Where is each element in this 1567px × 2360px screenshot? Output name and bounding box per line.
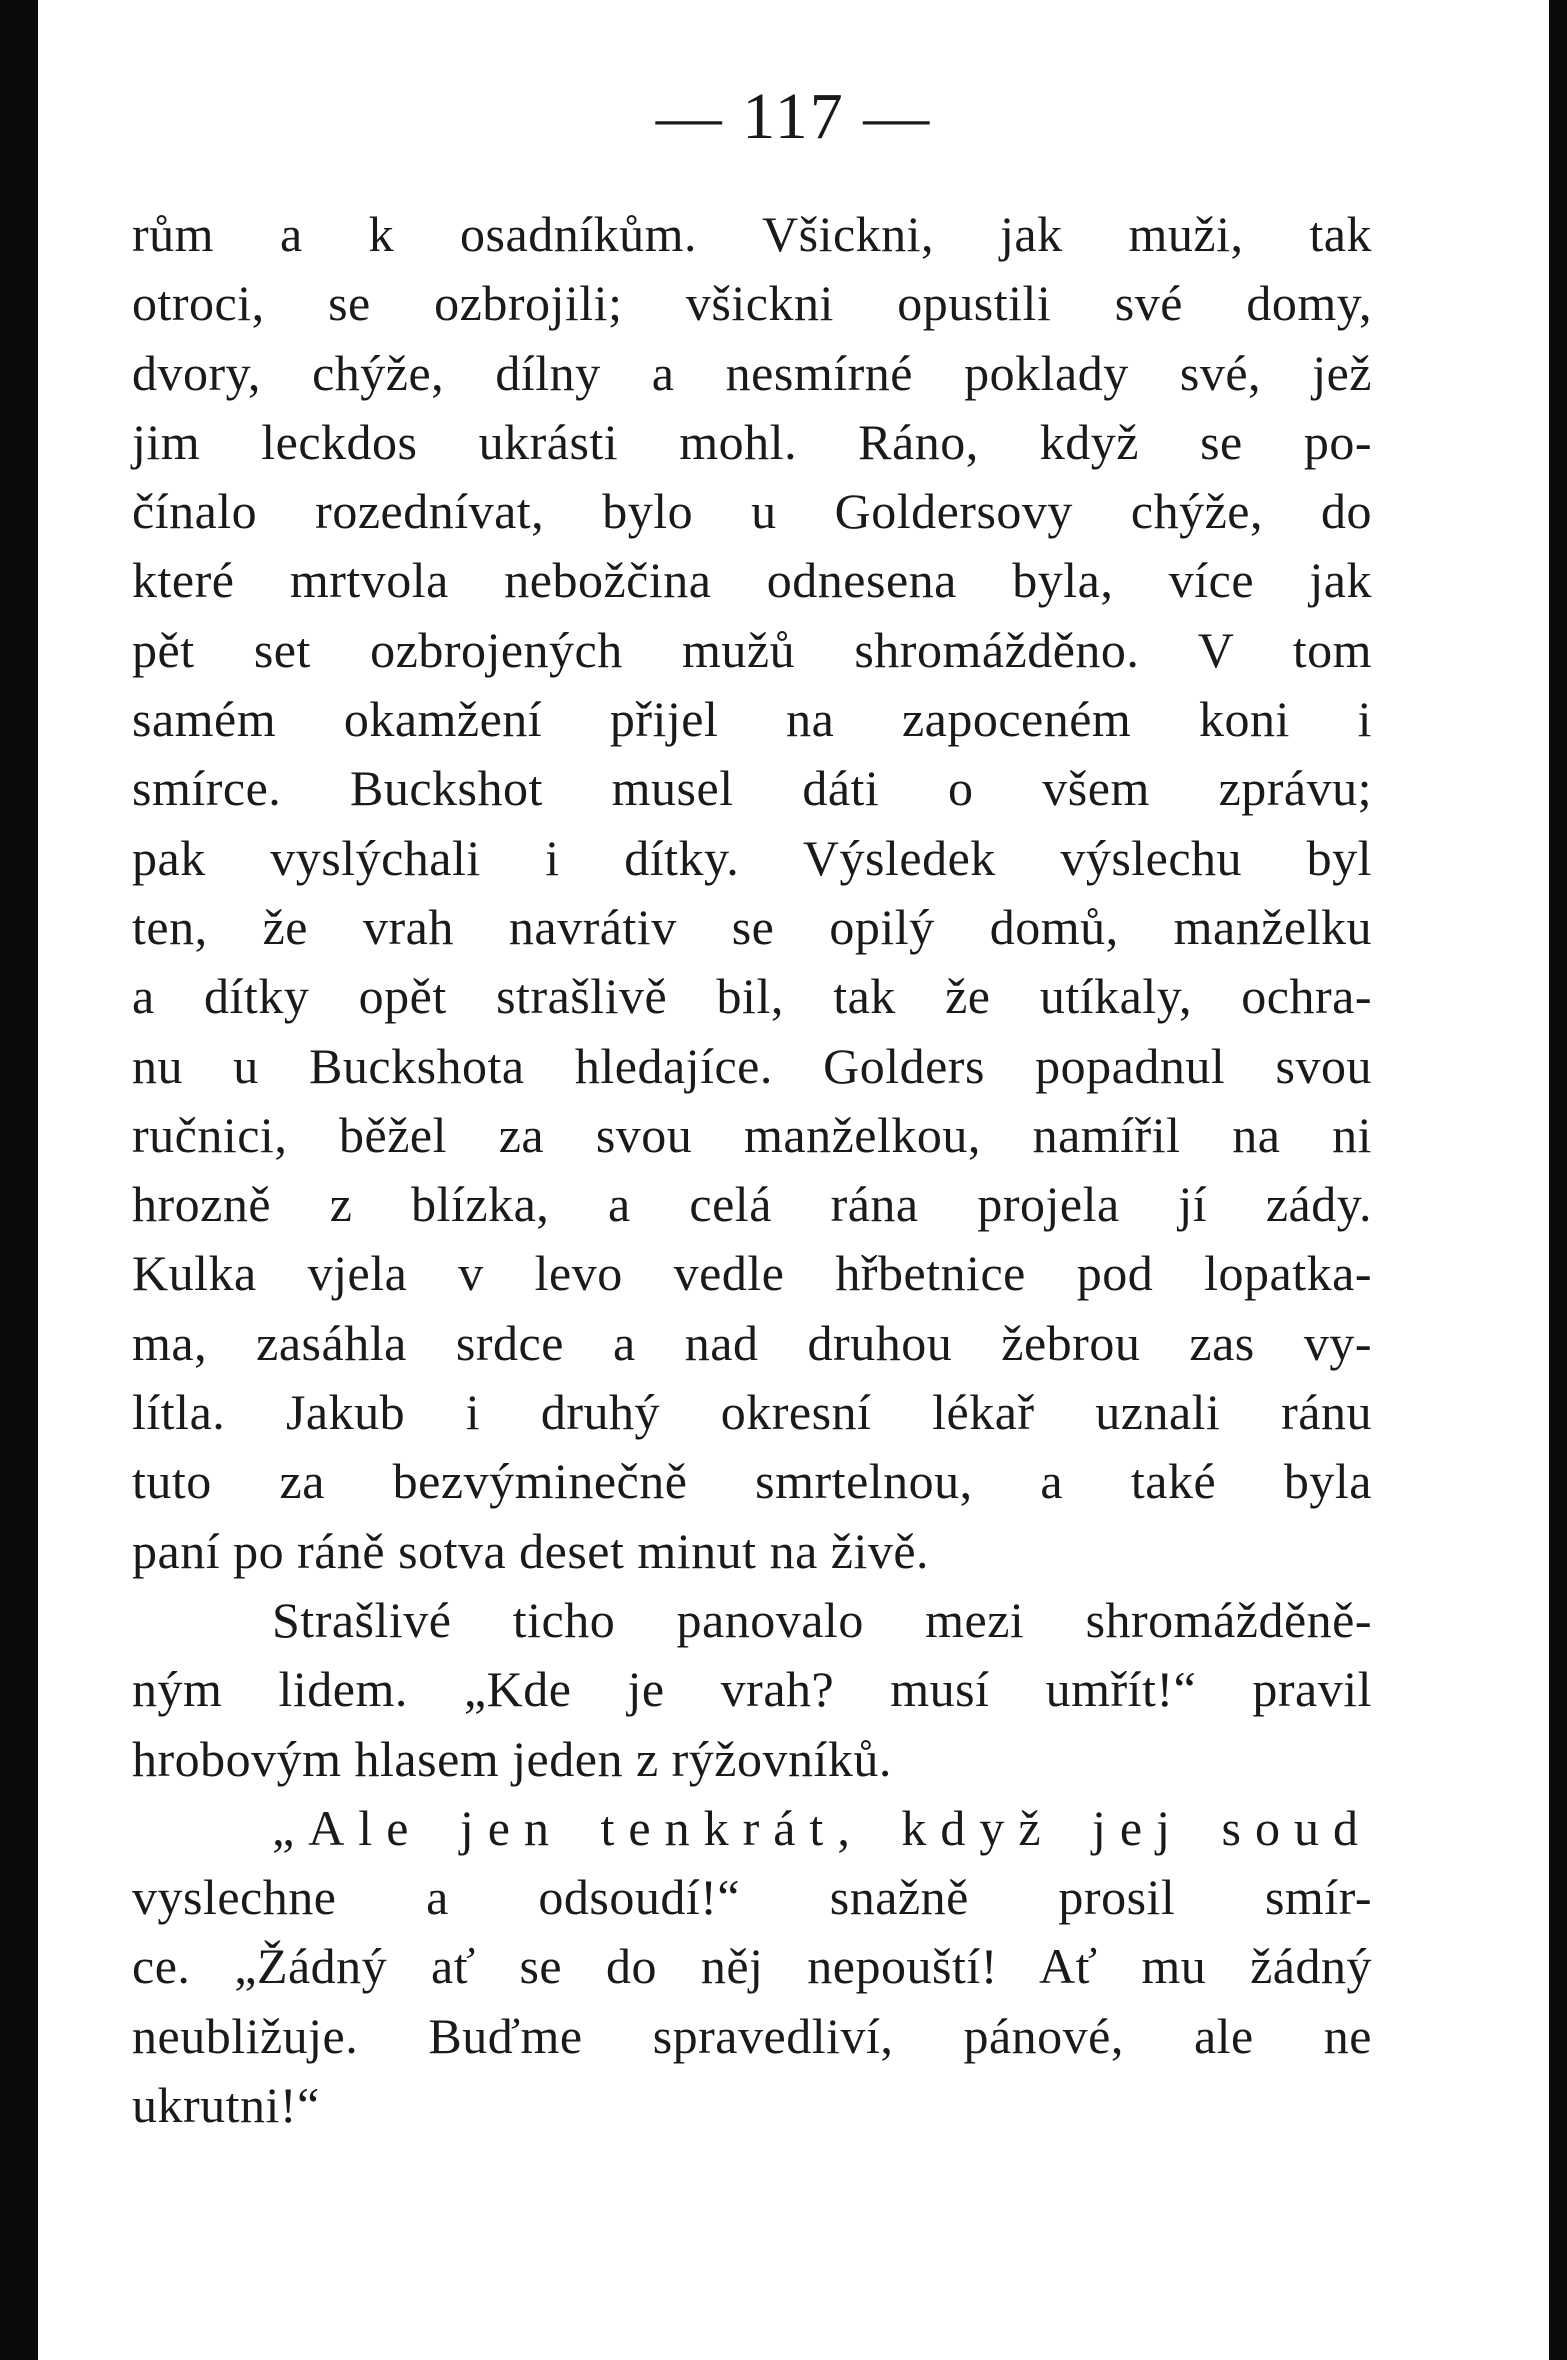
paragraph-end-line: ukrutni!“: [132, 2077, 320, 2134]
paragraph-end-line: hrobovým hlasem jeden z rýžovníků.: [132, 1730, 892, 1787]
text-line: lítla. Jakub i druhý okresní lékař uznali ránu: [132, 1384, 1372, 1441]
paragraph-end-line: paní po ráně sotva deset minut na živě.: [132, 1522, 930, 1579]
book-page: [38, 0, 1549, 2360]
text-line: pak vyslýchali i dítky. Výsledek výslechu byl: [132, 829, 1372, 886]
paragraph-start-line: Strašlivé ticho panovalo mezi shromážděně-: [272, 1591, 1372, 1648]
text-line: dvory, chýže, dílny a nesmírné poklady své, jež: [132, 344, 1372, 401]
text-line: neubližuje. Buďme spravedliví, pánové, ale ne: [132, 2007, 1372, 2064]
text-line: jim leckdos ukrásti mohl. Ráno, když se po-: [132, 413, 1372, 470]
text-line: Kulka vjela v levo vedle hřbetnice pod lopatka-: [132, 1245, 1372, 1302]
text-line: čínalo rozednívat, bylo u Goldersovy chýže, do: [132, 483, 1372, 540]
text-line: hrozně z blízka, a celá rána projela jí zády.: [132, 1176, 1372, 1233]
text-line: ce. „Žádný ať se do něj nepouští! Ať mu žádný: [132, 1938, 1372, 1995]
text-line: tuto za bezvýminečně smrtelnou, a také byla: [132, 1453, 1372, 1510]
body-text: [132, 200, 1372, 2140]
text-line: které mrtvola nebožčina odnesena byla, více jak: [132, 552, 1372, 609]
text-line: samém okamžení přijel na zapoceném koni i: [132, 691, 1372, 748]
scan-border-left: [0, 0, 38, 2360]
text-line: a dítky opět strašlivě bil, tak že utíkaly, ochra-: [132, 968, 1372, 1025]
text-line: ným lidem. „Kde je vrah? musí umřít!“ pravil: [132, 1661, 1372, 1718]
text-line: rům a k osadníkům. Všickni, jak muži, tak: [132, 206, 1372, 262]
text-line: ma, zasáhla srdce a nad druhou žebrou zas vy-: [132, 1314, 1372, 1371]
text-line: vyslechne a odsoudí!“ snažně prosil smír-: [132, 1869, 1372, 1926]
text-line: pět set ozbrojených mužů shromážděno. V tom: [132, 621, 1372, 678]
page-number: — 117 —: [655, 80, 932, 153]
text-line: nu u Buckshota hledajíce. Golders popadnul svou: [132, 1037, 1372, 1094]
scan-border-right: [1549, 0, 1567, 2360]
text-line: ten, že vrah navrátiv se opilý domů, manželku: [132, 898, 1372, 955]
text-line: ručnici, běžel za svou manželkou, namířil na ni: [132, 1106, 1372, 1163]
paragraph-start-line: „Ale jen tenkrát, když jej soud: [272, 1799, 1372, 1856]
text-line: smírce. Buckshot musel dáti o všem zprávu;: [132, 760, 1372, 817]
text-line: otroci, se ozbrojili; všickni opustili své domy,: [132, 275, 1372, 332]
